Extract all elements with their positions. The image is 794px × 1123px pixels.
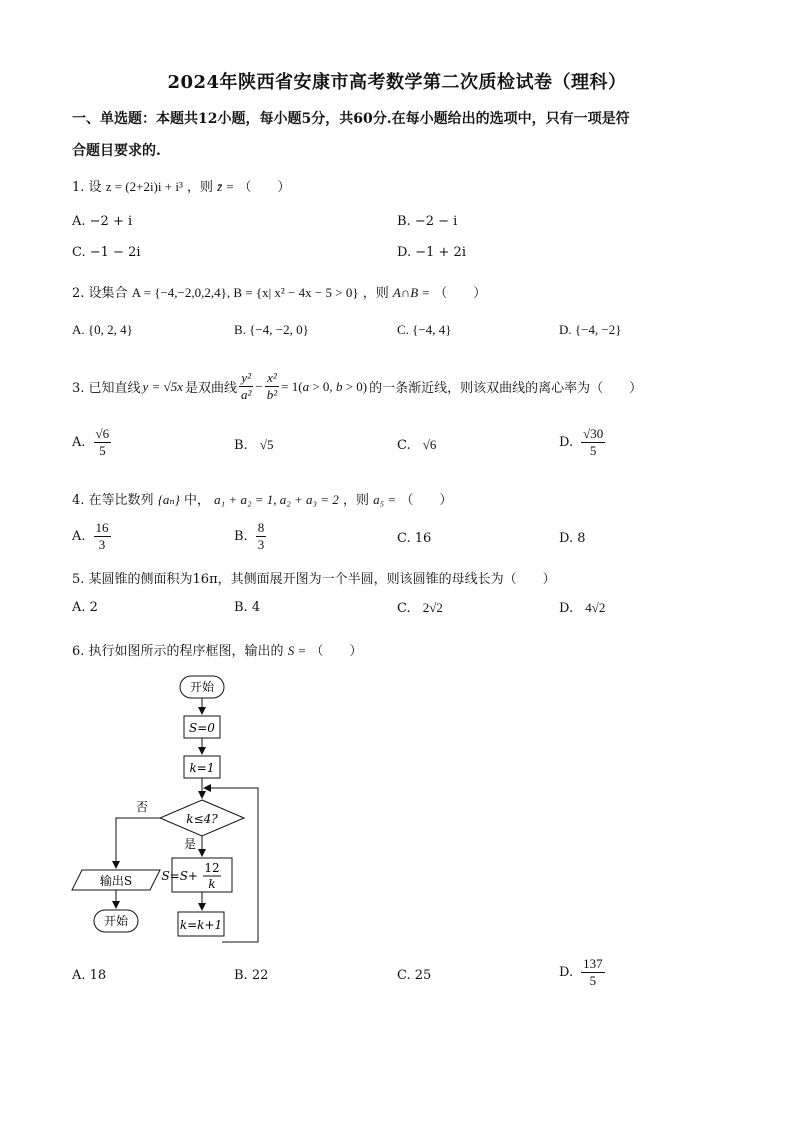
section-heading-line1: 一、单选题：本题共12小题，每小题5分，共60分.在每小题给出的选项中，只有一项是符	[72, 111, 630, 127]
q6-option-a[interactable]: A. 18	[72, 968, 107, 983]
q3-line: y = √5x	[142, 378, 183, 394]
flow-start-label: 开始	[189, 680, 215, 694]
q2-expression: A = {−4,−2,0,2,4}, B = {x| x² − 4x − 5 > 0}	[131, 285, 359, 300]
question-1	[72, 176, 290, 195]
q6-blank: （ ）	[310, 644, 363, 659]
flowchart	[60, 668, 280, 958]
q6-option-d-value: $\frac{137}{5}$	[583, 956, 603, 988]
q6-ask: S =	[287, 643, 307, 658]
q4-option-a-value: $\frac{16}{3}$	[95, 520, 109, 552]
section-heading-line2: 合题目要求的.	[72, 143, 161, 159]
q1-blank: （ ）	[238, 180, 291, 195]
q1-option-d[interactable]: D. −1 + 2i	[397, 245, 466, 260]
q5-option-d-label: D.	[559, 601, 574, 616]
q3-option-c-value: √6	[422, 437, 437, 452]
question-2	[72, 282, 486, 301]
q2-option-b[interactable]: B. {−4, −2, 0}	[234, 322, 309, 337]
page-title: 2024年陕西省安康市高考数学第二次质检试卷（理科）	[167, 72, 627, 93]
q5-option-a[interactable]: A. 2	[72, 600, 98, 615]
q1-expression: z = (2+2i)i + i³	[105, 179, 183, 194]
q2-option-c[interactable]: C. {−4, 4}	[397, 322, 452, 337]
q4-blank: （ ）	[400, 493, 453, 508]
flow-init-k-label: k=1	[189, 761, 215, 775]
q4-tail: ，则	[342, 493, 369, 508]
flow-output-label: 输出S	[99, 874, 133, 888]
flow-update-s-den: k	[208, 877, 216, 891]
q1-option-c[interactable]: C. −1 − 2i	[72, 245, 141, 260]
q3-option-c[interactable]	[397, 437, 436, 453]
q2-mid: ，则	[362, 286, 389, 301]
q4-option-b-label: B.	[234, 529, 248, 544]
q3-option-b[interactable]	[234, 437, 273, 453]
q1-zbar: z̄ =	[217, 179, 235, 194]
q2-tail: A∩B =	[392, 285, 431, 300]
q3-option-a-label: A.	[72, 435, 86, 450]
q1-option-a[interactable]: A. −2 + i	[72, 214, 133, 229]
q5-option-d-value: 4√2	[585, 600, 606, 615]
q4-option-d[interactable]: D. 8	[559, 531, 586, 546]
q4-prefix: 4. 在等比数列	[72, 493, 154, 508]
q3-option-d[interactable]	[559, 426, 607, 459]
q6-text: 6. 执行如图所示的程序框图，输出的	[72, 644, 284, 659]
q3-hyperbola-term-2: $\frac{\text{x²}}{\text{b²}}$	[266, 370, 278, 402]
q5-option-c-label: C.	[397, 601, 411, 616]
q3-option-b-label: B.	[234, 438, 248, 453]
flow-update-s-num: 12	[204, 861, 220, 875]
flow-init-s-label: S=0	[189, 721, 215, 735]
question-3: 3. 已知直线 y = √5x 是双曲线 $\frac{\text{y²}}{\text{a²}}$ − $\frac{\text{x²}}{\text{b²}}$ = 1(a > 0, b > 0) 的一条渐近线，则该双曲线的离心率为（ ）	[72, 370, 643, 402]
q3-option-b-value: √5	[259, 437, 274, 452]
q3-option-d-label: D.	[559, 435, 574, 450]
q4-option-a-label: A.	[72, 529, 86, 544]
q4-ask: a₅ =	[373, 492, 397, 507]
q6-option-c[interactable]: C. 25	[397, 968, 432, 983]
q3-prefix: 3. 已知直线	[72, 381, 141, 396]
q2-option-d[interactable]: D. {−4, −2}	[559, 322, 622, 337]
q4-mid: 中，	[184, 493, 211, 508]
q4-sequence: {aₙ}	[157, 492, 180, 507]
q3-mid: 是双曲线	[185, 381, 238, 396]
q4-condition: a₁ + a₂ = 1, a₂ + a₃ = 2	[214, 492, 339, 507]
q1-prefix: 1. 设	[72, 180, 102, 195]
q2-blank: （ ）	[434, 286, 487, 301]
q2-prefix: 2. 设集合	[72, 286, 128, 301]
q3-hyperbola-term-1: $\frac{\text{y²}}{\text{a²}}$	[241, 370, 252, 402]
q5-option-b[interactable]: B. 4	[234, 600, 261, 615]
q5-option-d[interactable]	[559, 600, 605, 616]
q4-option-b[interactable]	[234, 520, 268, 553]
q5-option-c-value: 2√2	[422, 600, 443, 615]
flow-end-label: 开始	[103, 914, 129, 928]
question-6	[72, 640, 362, 659]
q1-mid: ，则	[186, 180, 213, 195]
flow-yes-label: 是	[183, 837, 197, 851]
q1-option-b[interactable]: B. −2 − i	[397, 214, 458, 229]
q6-option-b[interactable]: B. 22	[234, 968, 269, 983]
question-5: 5. 某圆锥的侧面积为16π，其侧面展开图为一个半圆，则该圆锥的母线长为（ ）	[72, 572, 556, 587]
q6-option-d[interactable]	[559, 956, 607, 989]
q3-option-a-value: $\frac{√6}{5}$	[95, 426, 110, 458]
q4-option-c[interactable]: C. 16	[397, 531, 432, 546]
q3-option-d-value: $\frac{√30}{5}$	[583, 426, 604, 458]
q3-option-a[interactable]	[72, 426, 113, 459]
q6-option-d-label: D.	[559, 965, 574, 980]
flow-update-k-label: k=k+1	[179, 918, 223, 932]
q4-option-b-value: $\frac{8}{3}$	[257, 520, 265, 552]
q5-option-c[interactable]	[397, 600, 443, 616]
flow-no-label: 否	[135, 800, 149, 814]
flow-update-s-label: S=S+	[161, 869, 198, 883]
q3-option-c-label: C.	[397, 438, 411, 453]
q3-tail: 的一条渐近线，则该双曲线的离心率为（ ）	[369, 381, 643, 396]
q4-option-a[interactable]	[72, 520, 113, 553]
flow-condition-label: k≤4?	[186, 812, 218, 826]
q2-option-a[interactable]: A. {0, 2, 4}	[72, 322, 133, 337]
question-4	[72, 489, 452, 508]
